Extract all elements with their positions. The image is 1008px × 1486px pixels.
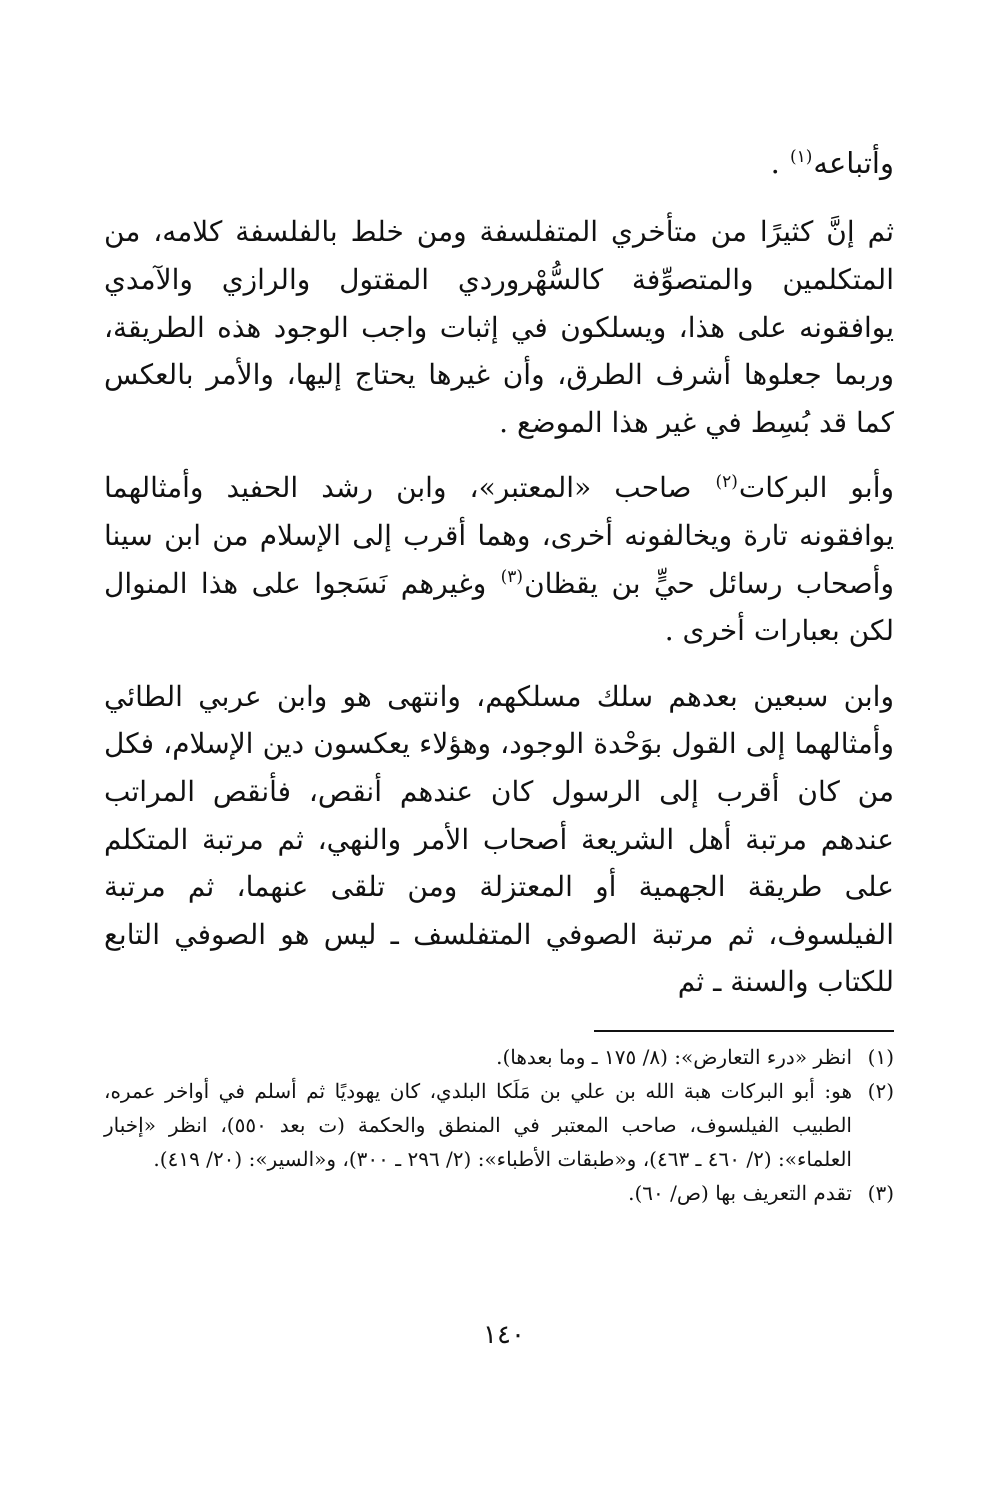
footnote-ref-2[interactable]: (٢) <box>715 472 738 493</box>
page-number: ١٤٠ <box>483 1320 525 1350</box>
footnote-text: هو: أبو البركات هبة الله بن علي بن مَلَكا البلدي، كان يهوديًا ثم أسلم في أواخر عمره، الطبيب الفيلسوف، صاحب المعتبر في المنطق والحكمة (ت بعد ٥٥٠)، انظر «إخبار العلماء»: (٢/ ٤٦٠ ـ ٤٦٣)، و«طبقات الأطباء»: (٢/ ٢٩٦ ـ ٣٠٠)، و«السير»: (٢٠/ ٤١٩). <box>104 1078 852 1171</box>
opening-line <box>104 140 894 186</box>
page-body <box>104 140 894 1210</box>
paragraph-2-part-1: وأبو البركات <box>738 471 894 505</box>
footnote-number: (٢) <box>867 1078 894 1103</box>
footnote-divider-line <box>594 1030 894 1032</box>
footnote-ref-1[interactable]: (١) <box>790 147 813 168</box>
footnote-text: تقدم التعريف بها (ص/ ٦٠). <box>628 1180 852 1205</box>
footnote-2 <box>104 1074 894 1176</box>
footnote-3 <box>104 1176 894 1210</box>
footnote-text: انظر «درء التعارض»: (٨/ ١٧٥ ـ وما بعدها). <box>496 1044 852 1069</box>
footnote-number: (٣) <box>867 1180 894 1205</box>
opening-text: وأتباعه <box>813 146 894 180</box>
footnote-number: (١) <box>867 1044 894 1069</box>
footnotes <box>104 1040 894 1210</box>
paragraph-3: وابن سبعين بعدهم سلك مسلكهم، وانتهى هو وابن عربي الطائي وأمثالهما إلى القول بوَحْدة الوجود، وهؤلاء يعكسون دين الإسلام، فكل من كان أقرب إلى الرسول كان عندهم أنقص، فأنقص المراتب عندهم مرتبة أهل الشريعة أصحاب الأمر والنهي، ثم مرتبة المتكلم على طريقة الجهمية أو المعتزلة ومن تلقى عنهما، ثم مرتبة الفيلسوف، ثم مرتبة الصوفي المتفلسف ـ ليس هو الصوفي التابع للكتاب والسنة ـ ثم <box>104 679 894 999</box>
paragraph-1: ثم إنَّ كثيرًا من متأخري المتفلسفة ومن خلط بالفلسفة كلامه، من المتكلمين والمتصوِّفة كالسُّهْروردي المقتول والرازي والآمدي يوافقونه على هذا، ويسلكون في إثبات واجب الوجود هذه الطريقة، وربما جعلوها أشرف الطرق، وأن غيرها يحتاج إليها، والأمر بالعكس كما قد بُسِط في غير هذا الموضع . <box>104 215 894 439</box>
footnote-ref-3[interactable]: (٣) <box>500 567 524 588</box>
opening-tail: . <box>770 146 789 180</box>
paragraph-2 <box>104 464 894 654</box>
paragraph-2-part-2: صاحب «المعتبر»، وابن رشد الحفيد وأمثالهما يوافقونه تارة ويخالفونه أخرى، وهما أقرب إلى الإسلام من ابن سينا وأصحاب رسائل حيٍّ بن يقظان <box>104 471 894 600</box>
paragraph-2-part-3: وغيرهم نَسَجوا على هذا المنوال لكن بعبارات أخرى . <box>104 566 894 648</box>
footnote-1 <box>104 1040 894 1074</box>
footnote-divider <box>104 1024 894 1040</box>
